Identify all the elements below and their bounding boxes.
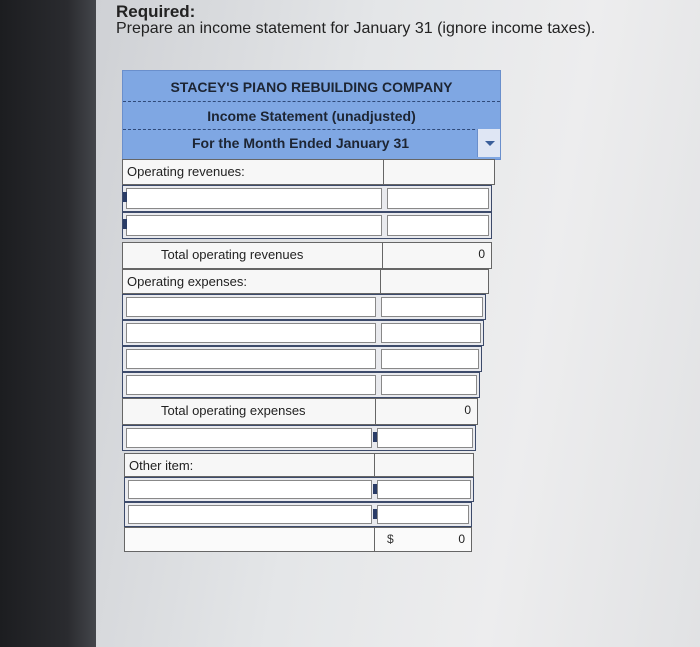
- expense-input-row-2: [122, 320, 484, 346]
- other-item-amount-2-input[interactable]: [377, 505, 469, 524]
- other-item-account-1-select[interactable]: [128, 480, 372, 499]
- operating-expenses-label: Operating expenses:: [123, 270, 381, 293]
- other-item-input-row-2: [124, 502, 472, 527]
- row-marker: [373, 432, 377, 442]
- row-marker: [123, 192, 127, 202]
- net-income-value-cell: [375, 528, 471, 551]
- expense-account-1-select[interactable]: [126, 297, 376, 317]
- total-operating-expenses-row: [122, 398, 478, 425]
- operating-expenses-row: [122, 269, 489, 294]
- revenue-account-2-select[interactable]: [126, 215, 382, 236]
- row-marker: [373, 484, 377, 494]
- expense-amount-4-input[interactable]: [381, 375, 477, 395]
- total-operating-expenses-value: 0: [464, 403, 471, 417]
- header-divider: [123, 129, 500, 130]
- total-operating-revenues-label: Total operating revenues: [123, 243, 383, 268]
- period-dropdown-chevron-down-icon[interactable]: [477, 129, 500, 157]
- expense-input-row-1: [122, 294, 486, 320]
- revenue-input-row-2: [122, 212, 492, 239]
- required-instructions: Prepare an income statement for January 31 (ignore income taxes).: [116, 20, 596, 37]
- revenue-account-1-select[interactable]: [126, 188, 382, 209]
- company-name: STACEY'S PIANO REBUILDING COMPANY: [170, 79, 453, 95]
- other-item-label: Other item:: [125, 454, 375, 476]
- total-operating-revenues-row: [122, 242, 492, 269]
- net-income-value: 0: [458, 532, 465, 546]
- total-operating-expenses-label: Total operating expenses: [123, 399, 376, 424]
- net-operating-amount-input[interactable]: [377, 428, 473, 448]
- revenue-amount-1-input[interactable]: [387, 188, 489, 209]
- expense-account-2-select[interactable]: [126, 323, 376, 343]
- other-item-row: [124, 453, 474, 477]
- expense-amount-1-input[interactable]: [381, 297, 483, 317]
- expense-input-row-4: [122, 372, 480, 398]
- header-divider: [123, 101, 500, 102]
- net-operating-input-row: [122, 425, 476, 451]
- other-item-account-2-select[interactable]: [128, 505, 372, 524]
- expense-amount-3-input[interactable]: [381, 349, 479, 369]
- revenue-input-row-1: [122, 185, 492, 212]
- expense-account-3-select[interactable]: [126, 349, 376, 369]
- net-operating-account-select[interactable]: [126, 428, 372, 448]
- total-operating-revenues-value: 0: [478, 247, 485, 261]
- monitor-bezel: [0, 0, 96, 647]
- required-heading: Required:: [116, 2, 196, 21]
- operating-revenues-row: [122, 159, 495, 185]
- expense-amount-2-input[interactable]: [381, 323, 481, 343]
- currency-symbol: $: [387, 532, 394, 546]
- statement-header: [122, 70, 501, 160]
- revenue-amount-2-input[interactable]: [387, 215, 489, 236]
- row-marker: [373, 509, 377, 519]
- net-income-row: [124, 527, 472, 552]
- other-item-amount-1-input[interactable]: [377, 480, 471, 499]
- statement-title: Income Statement (unadjusted): [207, 108, 416, 124]
- row-marker: [123, 219, 127, 229]
- operating-revenues-label: Operating revenues:: [123, 160, 384, 184]
- expense-account-4-select[interactable]: [126, 375, 376, 395]
- other-item-input-row-1: [124, 477, 474, 502]
- statement-period: For the Month Ended January 31: [191, 135, 410, 151]
- expense-input-row-3: [122, 346, 482, 372]
- net-income-label-cell[interactable]: [125, 528, 375, 551]
